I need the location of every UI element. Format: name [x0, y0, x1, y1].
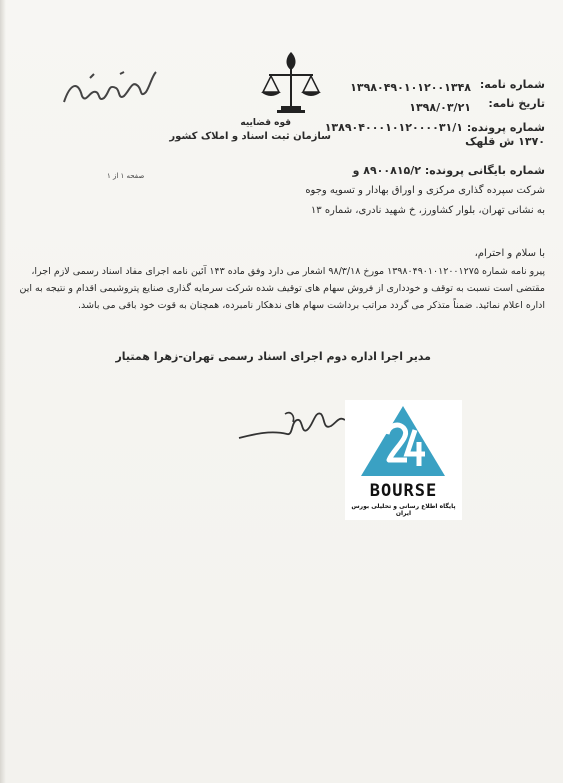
bourse24-logo [345, 400, 462, 520]
file-sub: ۱۳۷۰ ش قلهک [465, 135, 545, 148]
body-line-2: مقتضی است نسبت به توقف و خودداری از فروش سهام های توقیف شده شرکت سرمایه گذاری صنایع پتروشیمی اقدام و نتیجه به این [19, 283, 545, 294]
page-number: صفحه ۱ از ۱ [107, 172, 145, 180]
recipient-name: شرکت سپرده گذاری مرکزی و اوراق بهادار و تسویه وجوه [305, 185, 545, 196]
judiciary-emblem [255, 48, 327, 120]
salutation: با سلام و احترام، [474, 248, 545, 259]
recipient-address: به نشانی تهران، بلوار کشاورز، خ شهید نادری، شماره ۱۳ [310, 205, 545, 216]
bourse-wordmark: BOURSE [369, 481, 438, 501]
file-number: شماره پرونده: ۱۳۸۹۰۴۰۰۰۱۰۱۲۰۰۰۰۳۱/۱ [324, 121, 545, 134]
body-line-3: اداره اعلام نمائید. ضمناً متذکر می گردد مراتب برداشت سهام های ندهکار نامبرده، همچنان به قوت خود باقی می باشد. [78, 300, 545, 311]
letter-date-value: ۱۳۹۸/۰۳/۲۱ [409, 101, 471, 114]
handwritten-note [60, 62, 160, 112]
signature [235, 400, 355, 448]
org-line-2: سازمان ثبت اسناد و املاک کشور [169, 131, 331, 142]
archive-number: شماره بایگانی پرونده: ۸۹۰۰۸۱۵/۲ و [352, 164, 545, 177]
bourse24-logo-mark [345, 400, 462, 480]
letter-date-label: تاریخ نامه: [488, 97, 545, 110]
signer-title: مدیر اجرا اداره دوم اجرای اسناد رسمی تهران-زهرا همتیار [115, 350, 431, 363]
letter-number-label: شماره نامه: [479, 78, 545, 91]
org-line-1: قوه قضاییه [240, 118, 291, 128]
body-line-1: پیرو نامه شماره ۱۳۹۸۰۴۹۰۱۰۱۲۰۰۱۲۷۵ مورخ ۹۸/۳/۱۸ اشعار می دارد وفق ماده ۱۴۳ آئین نامه اجرای مفاد اسناد رسمی لازم اجرا، [31, 266, 545, 277]
bourse-tagline: پایگاه اطلاع رسانی و تحلیلی بورس ایران [351, 503, 456, 517]
letter-number-value: ۱۳۹۸۰۴۹۰۱۰۱۲۰۰۱۳۴۸ [350, 81, 471, 94]
scan-edge [0, 0, 6, 783]
